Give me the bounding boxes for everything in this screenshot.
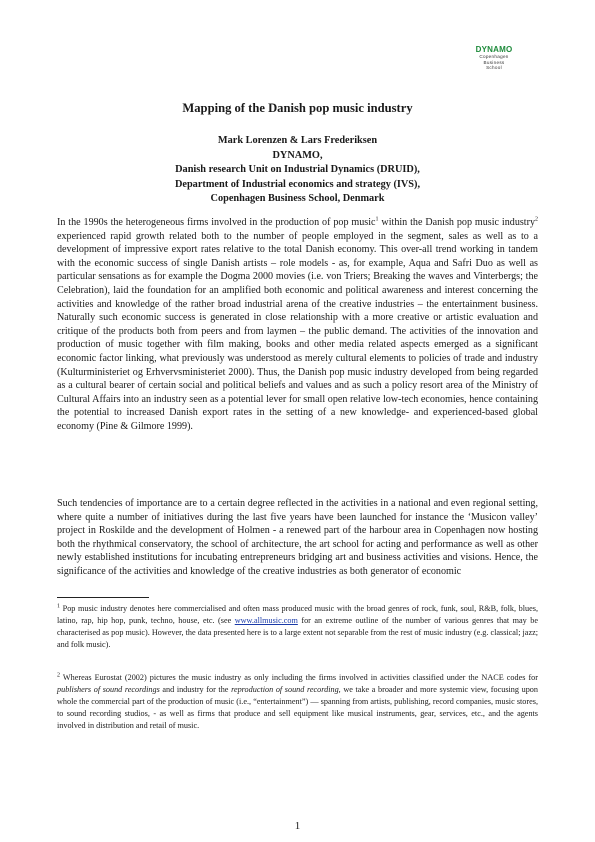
- footnote-separator: [57, 597, 149, 598]
- footnote-marker: 1: [57, 603, 60, 610]
- allmusic-link[interactable]: www.allmusic.com: [234, 616, 298, 626]
- paragraph-text: experienced rapid growth related both to the number of people employed in the segment, sales as well as to a development of impressive export rates relative to the total Danish economy. This over-all trend working in tandem with the economic success of single Danish artists – role models - as, for example, Aqua and Safri Duo as well as particular sensations as for example the Dogma 2000 movies (i.e. von Triers; Breaking the waves and Vinterbergs; the Celebration), laid the foundation for an amplified both economic and political awareness and interest concerning the activities and knowledge of the rather broad industrial arena of the creative industries – the entertainment business. Naturally such economic success is generated in close relationship with a more creative or artistic evaluation and critique of the products both from peers and from laymen – the public demand. The activities of the innovation and production of music together with film making, books and other media related aspects emerged as a significant economic factor linking, what previously was understood as merely cultural elements to policies of trade and industry (Kulturministeriet og Erhvervsministeriet 2000). Thus, the Danish pop music industry developed from being regarded as a cultural bearer of certain social and political beliefs and values and as such a policy resort area of the Ministry of Cultural Affairs into an industry seen as a potential lever for small open relative low-tech economies, hence containing the potential to increased Danish export rates in the setting of a new knowledge- and experienced-based global economy (Pine & Gilmore 1999).: [57, 230, 538, 432]
- logo-line-3: School: [486, 65, 502, 71]
- affiliation-line-2: Danish research Unit on Industrial Dynamics (DRUID),: [175, 164, 420, 175]
- footnote-text: Pop music industry denotes here commercialised and often mass produced music with the broad genres of rock, funk, soul, R&B, folk, blues, latino, rap, hip hop, punk, techno, house, etc. (see: [57, 604, 538, 626]
- affiliation-line-4: Copenhagen Business School, Denmark: [210, 193, 385, 204]
- footnote-italic: reproduction of sound recording: [231, 685, 339, 695]
- footnote-marker: 2: [57, 672, 60, 679]
- logo-line-1: Copenhagen: [479, 54, 509, 59]
- author-names: Mark Lorenzen & Lars Frederiksen: [217, 135, 378, 146]
- author-block: [0, 134, 595, 207]
- paragraph-text: within the Danish pop music industry: [378, 217, 536, 228]
- footnote-text: Whereas Eurostat (2002) pictures the music industry as only including the firms involved in activities classified under the NACE codes for: [60, 673, 538, 682]
- body-paragraph-1: [57, 216, 538, 434]
- logo-line-2: Business: [483, 59, 505, 65]
- footnote-text: and industry for the: [159, 685, 232, 695]
- footnote-text: , we take a broader and more systemic view, focusing upon whole the commercial part of the production of music (i.e., “entertainment”) — spanning from artists, publishing, record companies, music stores, to sound recording studios, - as well as firms that produce and sell equipment like musical instruments, gear, services, etc., and the agents involved in distribution and retail of music.: [57, 685, 538, 731]
- footnote-italic: publishers of sound recordings: [57, 685, 160, 695]
- logo-brand: DYNAMO: [475, 45, 513, 54]
- footnote-2: [57, 672, 538, 732]
- paragraph-text: In the 1990s the heterogeneous firms involved in the production of pop music: [57, 217, 376, 228]
- affiliation-line-3: Department of Industrial economics and strategy (IVS),: [174, 178, 421, 190]
- footnote-1: [57, 603, 538, 651]
- footnote-ref-2: 2: [535, 216, 539, 223]
- page-number: 1: [294, 820, 301, 832]
- footnote-text: for an extreme outline of the number of various genres that may be characterised as pop music). However, the data presented here is to a large extent not separable from the rest of music industry (e.g. classical; jazz; and folk music).: [57, 616, 538, 650]
- footnote-ref-1: 1: [375, 216, 379, 223]
- body-paragraph-2: Such tendencies of importance are to a certain degree reflected in the activities in a national and even regional setting, where quite a number of initiatives during the last five years have been launched for instance the ‘Musicon valley’ project in Roskilde and the development of Holmen - a renewed part of the harbour area in Copenhagen now hosting both the rhythmical conservatory, the school of architecture, the art school for acting and performance as well as other newly established institutions for incubating entrepreneurs bridging art and business activities and visions. Hence, the significance of the activities and knowledge of the creative industries as both generator of economic: [57, 498, 538, 577]
- paper-title: Mapping of the Danish pop music industry: [182, 101, 413, 115]
- affiliation-line-1: DYNAMO,: [272, 149, 323, 161]
- dynamo-logo: [466, 46, 522, 92]
